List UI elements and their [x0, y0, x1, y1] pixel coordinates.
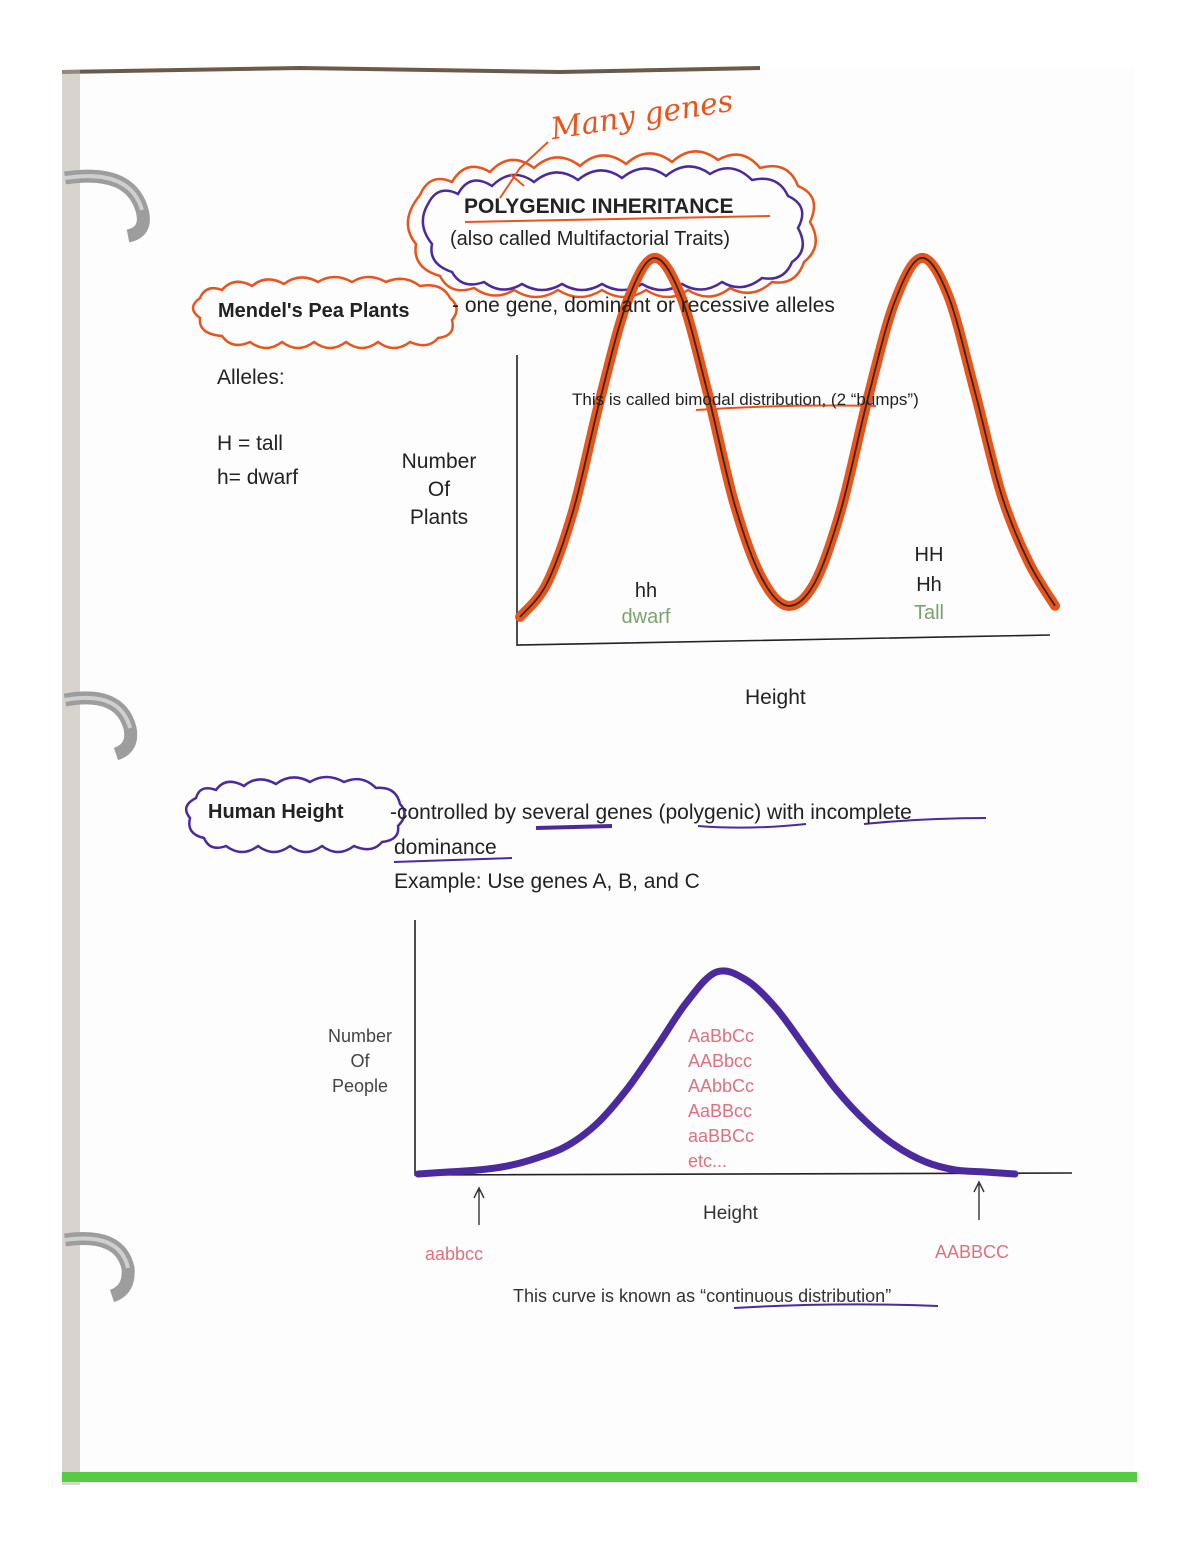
genotype-4: AaBBcc: [688, 1101, 753, 1121]
genotype-3: AAbbCc: [688, 1076, 755, 1096]
chart1-ylabel-line2: Of: [427, 478, 451, 501]
allele-dwarf: h= dwarf: [217, 466, 299, 489]
genotype-5: aaBBCc: [688, 1126, 755, 1146]
chart1-xlabel: Height: [745, 686, 806, 709]
peak2-genotype-2: Hh: [916, 574, 942, 596]
peak2-phenotype: Tall: [913, 602, 944, 624]
chart1-note: [572, 390, 919, 410]
chart1-ylabel-line1: Number: [401, 450, 477, 473]
chart1-ylabel-line3: Plants: [409, 506, 469, 529]
mendel-description: - one gene, dominant or recessive alleles: [452, 294, 835, 317]
allele-tall: H = tall: [217, 432, 283, 455]
human-height-label: Human Height: [208, 801, 344, 823]
human-line1-e: ) with: [754, 801, 811, 824]
chart1-note-c: (2 “bumps”): [826, 390, 919, 409]
extreme-low-label: aabbcc: [425, 1244, 484, 1264]
human-line1-polygenic: polygenic: [665, 801, 755, 824]
genotype-1: AaBbCc: [688, 1026, 755, 1046]
caption-continuous: continuous distribution: [706, 1286, 886, 1306]
chart2-ylabel-line3: People: [331, 1076, 389, 1096]
human-line1-c: genes (: [589, 801, 666, 824]
mendel-label: Mendel's Pea Plants: [218, 300, 410, 322]
chart2-ylabel-line2: Of: [350, 1051, 370, 1071]
extreme-high-label: AABBCC: [935, 1242, 1010, 1262]
human-example: Example: Use genes A, B, and C: [394, 870, 700, 893]
binder-green-strip: [62, 1472, 1137, 1482]
human-line1-several: several: [521, 801, 590, 824]
genotype-2: AABbcc: [688, 1051, 753, 1071]
center-genotypes: [688, 1024, 754, 1174]
chart2-caption: [513, 1286, 891, 1307]
sheet: [62, 68, 1134, 1483]
human-line1-incomplete: incomplete: [810, 801, 912, 824]
peak1-genotype: hh: [634, 580, 658, 602]
top-shadow: [62, 68, 760, 72]
chart1-note-a: This is called: [572, 390, 675, 409]
chart1-ylabel: [380, 448, 498, 532]
left-edge-shadow: [62, 70, 80, 1485]
human-line2: dominance: [394, 836, 497, 859]
chart2-xlabel: Height: [703, 1203, 758, 1224]
caption-a: This curve is known as “: [513, 1286, 707, 1306]
human-line1-a: -controlled by: [390, 801, 522, 824]
human-line1: [390, 801, 912, 825]
alleles-heading: Alleles:: [217, 366, 285, 389]
underline-several: [536, 826, 612, 828]
many-genes-annotation: Many genes: [548, 83, 736, 148]
peak2-genotype-1: HH: [914, 544, 944, 566]
page-title: POLYGENIC INHERITANCE: [464, 195, 734, 218]
chart2-ylabel: [310, 1024, 410, 1099]
peak1-phenotype: dwarf: [621, 606, 671, 628]
genotype-etc: etc...: [688, 1151, 728, 1171]
chart2-ylabel-line1: Number: [327, 1026, 393, 1046]
chart1-note-bimodal: bimodal distribution,: [674, 390, 827, 409]
caption-c: ”: [885, 1286, 892, 1306]
page-subtitle: (also called Multifactorial Traits): [450, 228, 731, 250]
